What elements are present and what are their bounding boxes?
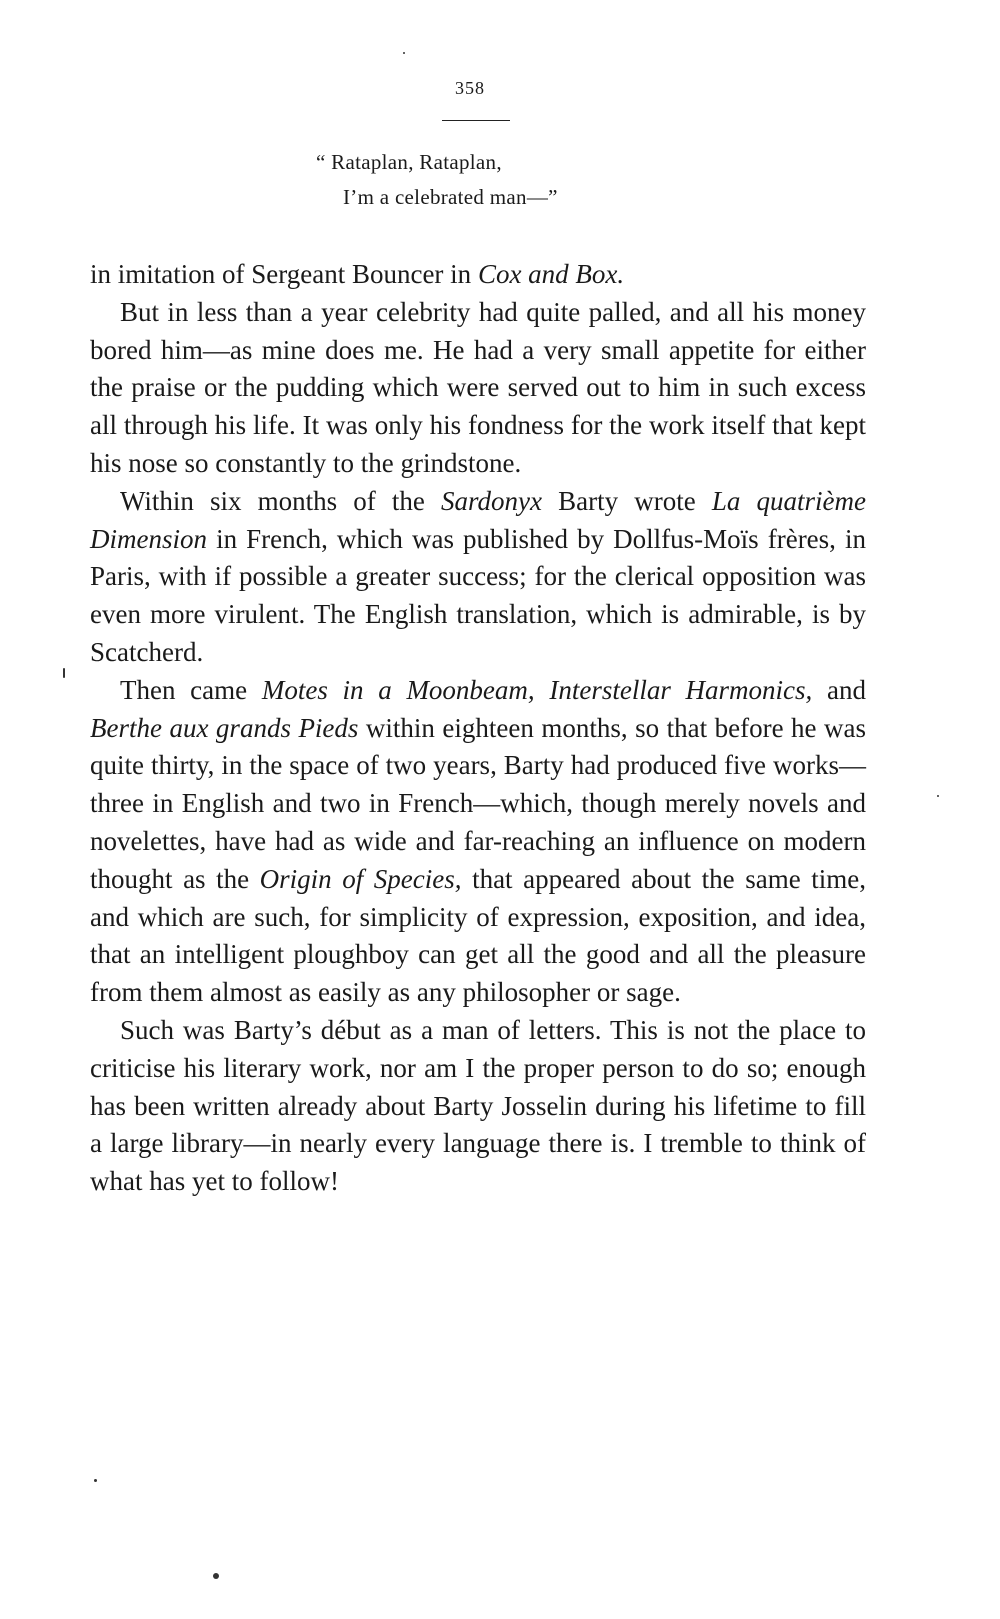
- paragraph-3-text-1: Within six months of the: [120, 485, 442, 516]
- verse-line-2: I’m a celebrated man—”: [343, 185, 558, 209]
- title-sardonyx: Sardonyx: [441, 485, 543, 516]
- title-berthe-aux-grands-pieds: Berthe aux grands Pieds: [90, 712, 359, 743]
- paragraph-5-text: Such was Barty’s début as a man of letters. This is not the place to criticise his literary work, nor am I the proper person to do so; enough has been written already about Barty Josselin during his lifetime to fill a large library—in nearly every language there is. I tremble to think of what has yet to follow!: [90, 1014, 866, 1197]
- paragraph-4-text-4: that appeared about the same time, and which are such, for simplicity of expression, exposition, and idea, that an intelligent ploughboy can get all the good and all the pleasure from them almost as easily as any philosopher or sage.: [90, 863, 866, 1008]
- title-origin-of-species: Origin of Species,: [259, 863, 462, 894]
- scan-speck: [213, 1573, 219, 1579]
- paragraph-1: [90, 256, 866, 294]
- paragraph-5: [90, 1012, 866, 1201]
- title-cox-and-box: Cox and Box.: [477, 259, 625, 289]
- paragraph-2-text: But in less than a year celebrity had quite palled, and all his money bored him—as mine does me. He had a very small appetite for either the praise or the pudding which were served out to him in such excess all through his life. It was only his fondness for the work itself that kept his nose so constantly to the grindstone.: [90, 296, 866, 478]
- paragraph-4-text-1: Then came: [120, 674, 262, 705]
- titles-motes-interstellar: Motes in a Moonbeam, Interstellar Harmonics,: [261, 674, 813, 705]
- verse-line-1: “ Rataplan, Rataplan,: [316, 150, 502, 174]
- paragraph-3-text-2: Barty wrote: [542, 485, 712, 516]
- paragraph-1-text: in imitation of Sergeant Bouncer in: [90, 259, 478, 289]
- title-la-quatrieme-dimension: La quatrième Dimension: [90, 485, 866, 554]
- page-number-rule: [442, 120, 510, 121]
- scan-speck: [94, 1479, 97, 1482]
- paragraph-3-text-3: in French, which was published by Dollfus-Moïs frères, in Paris, with if possible a greater success; for the clerical opposition was even more virulent. The English translation, which is admirable, is by Scatcherd.: [90, 523, 866, 667]
- paragraph-4-text-2: and: [812, 674, 866, 705]
- paragraph-2: [90, 294, 866, 483]
- page-number: 358: [455, 78, 485, 98]
- paragraph-4: [90, 672, 866, 1012]
- scan-speck: [403, 52, 405, 54]
- paragraph-4-text-3: within eighteen months, so that before he was quite thirty, in the space of two years, Barty had produced five works—three in English and two in French—which, though merely novels and novelettes, have had as wide and far-reaching an influence on modern thought as the: [90, 712, 867, 894]
- body-text: [90, 256, 866, 1201]
- scan-speck: [937, 795, 939, 797]
- scan-speck: [63, 668, 65, 678]
- paragraph-3: [90, 483, 866, 672]
